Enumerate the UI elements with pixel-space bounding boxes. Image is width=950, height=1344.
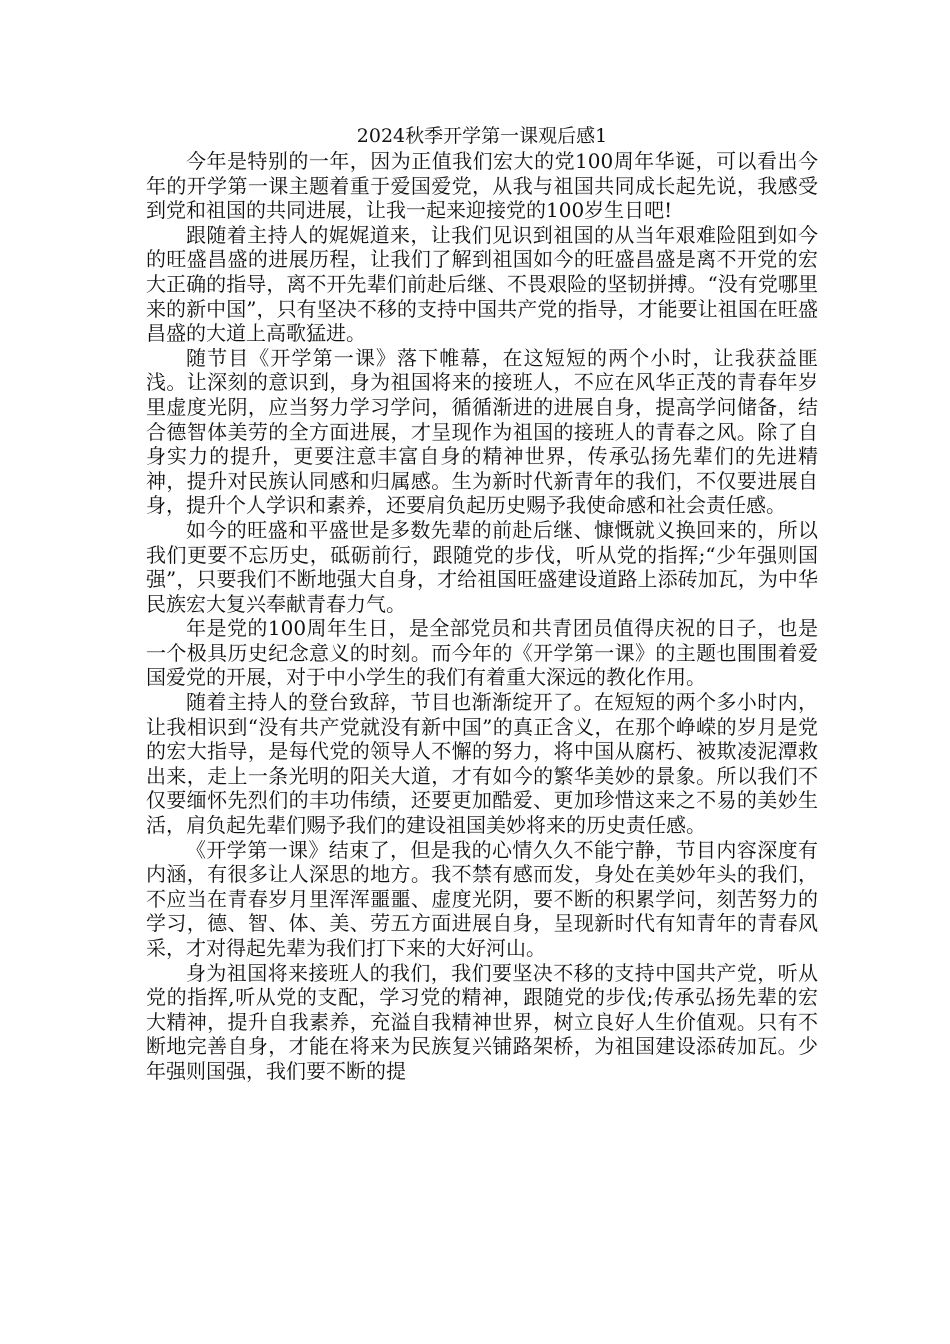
paragraph-5: 年是党的100周年生日，是全部党员和共青团员值得庆祝的日子，也是一个极具历史纪念意义的时刻。而今年的《开学第一课》的主题也围围着爱国爱党的开展，对于中小学生的我们有着重大深远的教化作用。 bbox=[146, 616, 818, 690]
paragraph-1: 今年是特别的一年，因为正值我们宏大的党100周年华诞，可以看出今年的开学第一课主题着重于爱国爱党，从我与祖国共同成长起先说，我感受到党和祖国的共同进展，让我一起来迎接党的100岁生日吧! bbox=[146, 149, 818, 223]
paragraph-3: 随节目《开学第一课》落下帷幕，在这短短的两个小时，让我获益匪浅。让深刻的意识到，身为祖国将来的接班人，不应在风华正茂的青春年岁里虚度光阴，应当努力学习学问，循循渐进的进展自身，提高学问储备，结合德智体美劳的全方面进展，才呈现作为祖国的接班人的青春之风。除了自身实力的提升，更要注意丰富自身的精神世界，传承弘扬先辈们的先进精神，提升对民族认同感和归属感。生为新时代新青年的我们，不仅要进展自身，提升个人学识和素养，还要肩负起历史赐予我使命感和社会责任感。 bbox=[146, 345, 818, 518]
paragraph-7: 《开学第一课》结束了，但是我的心情久久不能宁静，节目内容深度有内涵，有很多让人深思的地方。我不禁有感而发，身处在美妙年头的我们，不应当在青春岁月里浑浑噩噩、虚度光阴，要不断的积累学问，刻苦努力的学习，德、智、体、美、劳五方面进展自身，呈现新时代有知青年的青春风采，才对得起先辈为我们打下来的大好河山。 bbox=[146, 837, 818, 960]
document-page bbox=[146, 124, 818, 1084]
paragraph-6: 随着主持人的登台致辞，节目也渐渐绽开了。在短短的两个多小时内，让我相识到“没有共产党就没有新中国”的真正含义，在那个峥嵘的岁月是党的宏大指导，是每代党的领导人不懈的努力，将中国从腐朽、被欺凌泥潭救出来，走上一条光明的阳关大道，才有如今的繁华美妙的景象。所以我们不仅要缅怀先烈们的丰功伟绩，还要更加酷爱、更加珍惜这来之不易的美妙生活，肩负起先辈们赐予我们的建设祖国美妙将来的历史责任感。 bbox=[146, 690, 818, 838]
paragraph-8: 身为祖国将来接班人的我们，我们要坚决不移的支持中国共产党，听从党的指挥,听从党的支配，学习党的精神，跟随党的步伐;传承弘扬先辈的宏大精神，提升自我素养，充溢自我精神世界，树立良好人生价值观。只有不断地完善自身，才能在将来为民族复兴铺路架桥，为祖国建设添砖加瓦。少年强则国强，我们要不断的提 bbox=[146, 960, 818, 1083]
document-title: 2024秋季开学第一课观后感1 bbox=[356, 125, 608, 147]
paragraph-2: 跟随着主持人的娓娓道来，让我们见识到祖国的从当年艰难险阻到如今的旺盛昌盛的进展历程，让我们了解到祖国如今的旺盛昌盛是离不开党的宏大正确的指导，离不开先辈们前赴后继、不畏艰险的坚韧拼搏。“没有党哪里来的新中国”，只有坚决不移的支持中国共产党的指导，才能要让祖国在旺盛昌盛的大道上高歌猛进。 bbox=[146, 222, 818, 346]
paragraph-4: 如今的旺盛和平盛世是多数先辈的前赴后继、慷慨就义换回来的，所以我们更要不忘历史，砥砺前行，跟随党的步伐，听从党的指挥;“少年强则国强”，只要我们不断地强大自身，才给祖国旺盛建设道路上添砖加瓦，为中华民族宏大复兴奉献青春力气。 bbox=[146, 517, 818, 616]
